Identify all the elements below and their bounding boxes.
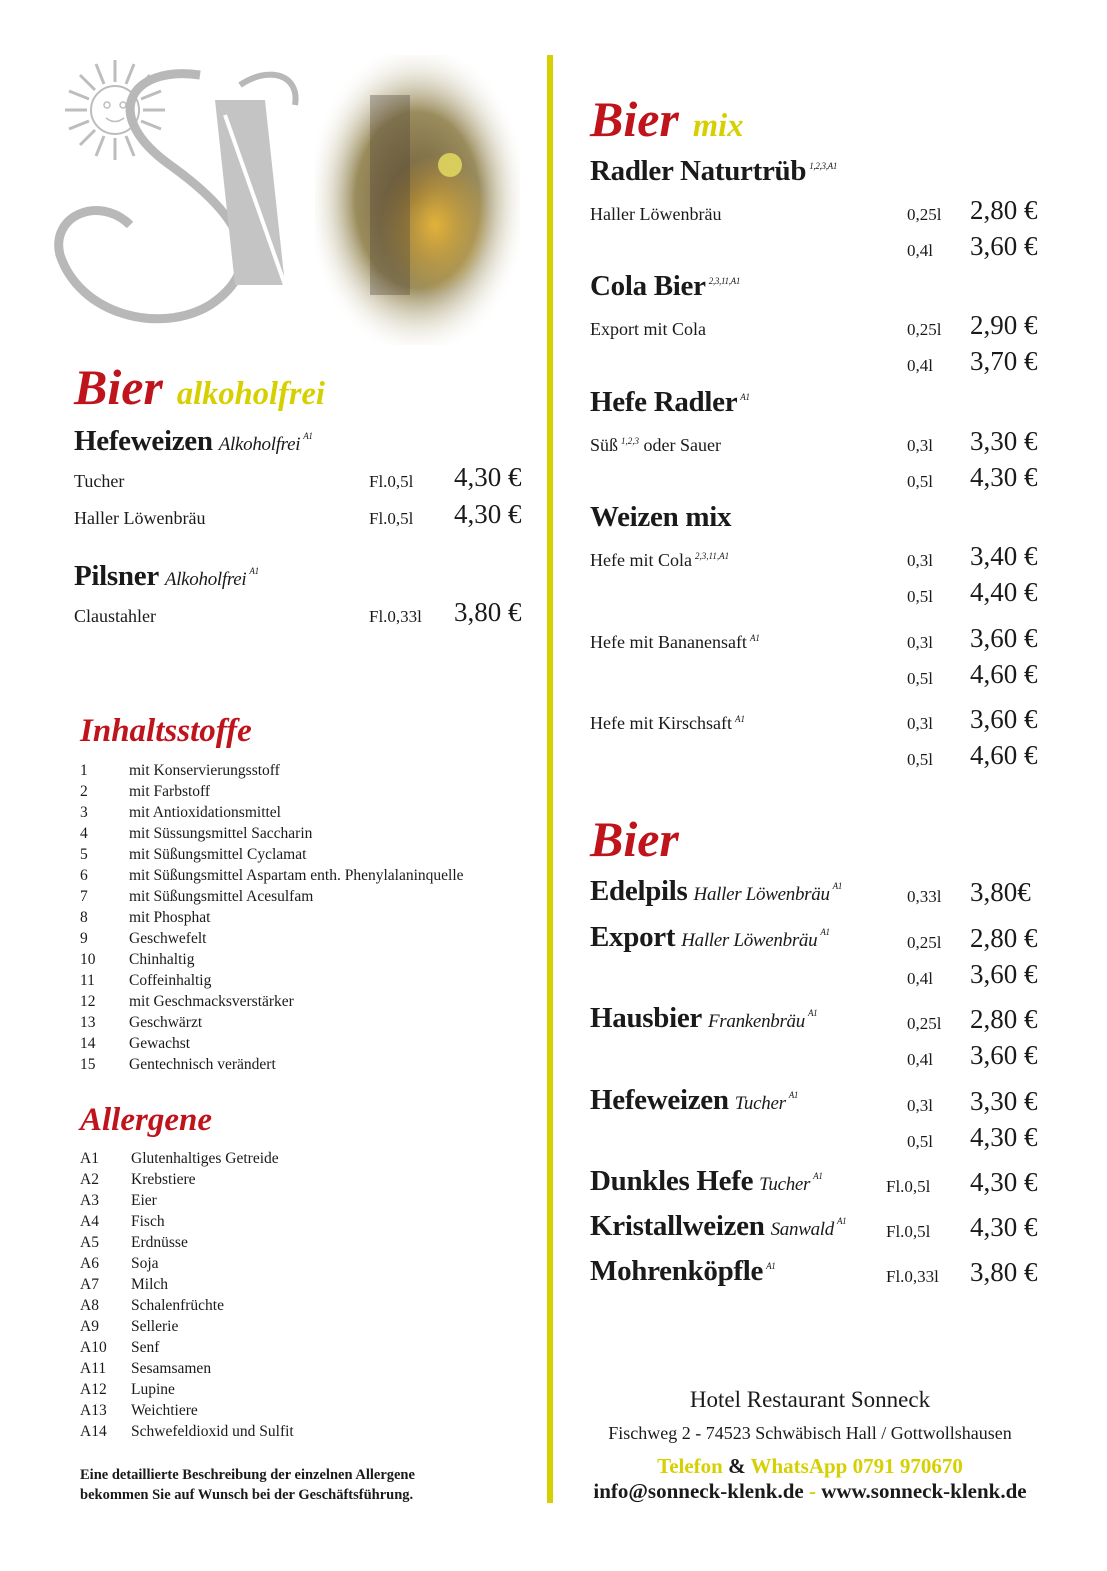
menu-row xyxy=(590,577,1050,611)
list-item xyxy=(80,823,530,844)
item-heading xyxy=(590,1165,823,1198)
item-price: 4,30 € xyxy=(970,1122,1038,1152)
item-name xyxy=(590,550,729,571)
item-size: 0,3l xyxy=(907,633,933,652)
item-price: 3,60 € xyxy=(970,231,1038,261)
item-size: 0,4l xyxy=(907,241,933,260)
list-item xyxy=(80,886,530,907)
allergen-code: A1 xyxy=(766,1261,776,1272)
item-number: 2 xyxy=(80,783,88,800)
list-item xyxy=(80,844,530,865)
menu-row xyxy=(74,597,534,631)
item-size: 0,5l xyxy=(907,1132,933,1151)
item-text: mit Süssungsmittel Saccharin xyxy=(129,825,313,842)
item-size: 0,25l xyxy=(907,1014,942,1033)
whatsapp-number[interactable]: WhatsApp 0791 970670 xyxy=(750,1454,963,1478)
menu-row xyxy=(590,659,1050,693)
list-item xyxy=(80,907,530,928)
item-heading xyxy=(590,875,842,908)
group-heading xyxy=(74,425,313,458)
item-text: Weichtiere xyxy=(131,1402,198,1419)
group-heading xyxy=(590,270,740,303)
item-size: Fl.0,33l xyxy=(369,607,422,626)
item-price: 4,60 € xyxy=(970,659,1038,689)
ampersand: & xyxy=(728,1454,746,1478)
column-divider xyxy=(547,55,553,1503)
item-name: Claustahler xyxy=(74,606,156,626)
group-desc: Alkoholfrei xyxy=(218,434,301,455)
item-text: mit Süßungsmittel Acesulfam xyxy=(129,888,314,905)
item-size: 0,25l xyxy=(907,205,942,224)
group-name: Hefe Radler xyxy=(590,386,738,418)
item-text: Sellerie xyxy=(131,1318,179,1335)
item-number: A11 xyxy=(80,1360,107,1377)
allergen-code: A1 xyxy=(303,431,313,442)
item-desc: Sanwald xyxy=(770,1219,834,1240)
item-price: 3,80€ xyxy=(970,877,1031,907)
restaurant-logo xyxy=(40,55,520,345)
list-item xyxy=(80,1033,530,1054)
item-name-text: Hefe mit Bananensaft xyxy=(590,632,747,652)
email-link[interactable]: info@sonneck-klenk.de xyxy=(593,1479,804,1503)
item-heading xyxy=(590,1002,817,1035)
allergen-note xyxy=(80,1465,415,1505)
item-desc: Haller Löwenbräu xyxy=(693,884,830,905)
item-size: 0,4l xyxy=(907,1050,933,1069)
item-number: 1 xyxy=(80,762,88,779)
item-price: 2,90 € xyxy=(970,310,1038,340)
allergen-code: 2,3,11,A1 xyxy=(708,276,741,287)
item-price: 4,30 € xyxy=(970,1212,1038,1242)
item-number: A14 xyxy=(80,1423,107,1440)
item-text: Lupine xyxy=(131,1381,175,1398)
item-name xyxy=(590,319,706,340)
item-number: 10 xyxy=(80,951,96,968)
list-item xyxy=(80,1337,530,1358)
item-desc: Tucher xyxy=(734,1093,786,1114)
menu-row xyxy=(590,957,1050,997)
title-sub: alkoholfrei xyxy=(176,376,325,412)
item-desc: Tucher xyxy=(759,1174,811,1195)
item-size: 0,5l xyxy=(907,750,933,769)
list-item xyxy=(80,1054,530,1075)
group-heading xyxy=(590,501,731,534)
item-number: A7 xyxy=(80,1276,99,1293)
menu-row xyxy=(74,462,534,496)
menu-row xyxy=(590,310,1050,344)
contact-phone xyxy=(580,1454,1040,1479)
item-price: 3,60 € xyxy=(970,959,1038,989)
item-text: Schwefeldioxid und Sulfit xyxy=(131,1423,294,1440)
list-item xyxy=(80,928,530,949)
title-allergene xyxy=(80,1102,212,1139)
item-price: 4,40 € xyxy=(970,577,1038,607)
contact-web xyxy=(580,1479,1040,1504)
item-text: Sesamsamen xyxy=(131,1360,212,1377)
item-text: mit Farbstoff xyxy=(129,783,211,800)
item-name: Kristallweizen xyxy=(590,1210,765,1242)
item-price: 2,80 € xyxy=(970,923,1038,953)
allergen-code: A1 xyxy=(749,633,760,643)
item-name: Dunkles Hefe xyxy=(590,1165,754,1197)
item-number: A1 xyxy=(80,1150,99,1167)
item-text: mit Phosphat xyxy=(129,909,211,926)
menu-row xyxy=(590,1120,1050,1160)
list-item xyxy=(80,865,530,886)
item-number: 15 xyxy=(80,1056,96,1073)
item-price: 4,30 € xyxy=(454,462,522,492)
item-price: 4,30 € xyxy=(454,499,522,529)
menu-row xyxy=(590,740,1050,774)
title-main: Bier xyxy=(590,811,679,867)
allergen-code: 2,3,11,A1 xyxy=(694,551,730,561)
group-heading xyxy=(74,560,259,593)
note-line: bekommen Sie auf Wunsch bei der Geschäftsführung. xyxy=(80,1487,414,1503)
item-size: 0,3l xyxy=(907,551,933,570)
allergen-code: A1 xyxy=(836,1216,847,1227)
title-main: Bier xyxy=(74,359,163,415)
item-size: 0,25l xyxy=(907,320,942,339)
allergen-code: A1 xyxy=(813,1171,823,1182)
item-number: A9 xyxy=(80,1318,99,1335)
list-item xyxy=(80,1169,530,1190)
item-number: 13 xyxy=(80,1014,96,1031)
list-item xyxy=(80,1190,530,1211)
item-number: A12 xyxy=(80,1381,107,1398)
restaurant-name: Hotel Restaurant Sonneck xyxy=(689,1387,931,1412)
item-name-text: Export mit Cola xyxy=(590,319,706,339)
list-item xyxy=(80,1012,530,1033)
item-name-tail: oder Sauer xyxy=(639,435,721,455)
item-text: mit Süßungsmittel Cyclamat xyxy=(129,846,307,863)
item-text: Krebstiere xyxy=(131,1171,196,1188)
item-number: 6 xyxy=(80,867,88,884)
menu-row xyxy=(590,704,1050,738)
item-heading xyxy=(590,1210,846,1243)
list-item xyxy=(80,1295,530,1316)
menu-row xyxy=(590,1038,1050,1078)
allergen-code: A1 xyxy=(820,927,830,938)
item-price: 4,60 € xyxy=(970,740,1038,770)
group-name: Hefeweizen xyxy=(74,425,213,457)
item-size: 0,3l xyxy=(907,436,933,455)
menu-row xyxy=(590,346,1050,380)
item-price: 3,40 € xyxy=(970,541,1038,571)
item-number: 14 xyxy=(80,1035,96,1052)
list-item xyxy=(80,970,530,991)
allergen-code: 1,2,3 xyxy=(621,436,640,446)
menu-row xyxy=(590,195,1050,229)
menu-row xyxy=(590,1002,1050,1042)
allergen-code: A1 xyxy=(832,881,843,892)
list-item xyxy=(80,1148,530,1169)
menu-row xyxy=(590,1165,1050,1205)
item-number: 5 xyxy=(80,846,88,863)
item-number: 3 xyxy=(80,804,88,821)
item-number: A10 xyxy=(80,1339,107,1356)
item-size: Fl.0,33l xyxy=(886,1267,939,1286)
item-heading xyxy=(590,1084,798,1117)
menu-row xyxy=(590,623,1050,657)
list-item xyxy=(80,1421,530,1442)
item-text: Milch xyxy=(131,1276,169,1293)
menu-row xyxy=(590,426,1050,460)
item-price: 3,60 € xyxy=(970,623,1038,653)
list-item xyxy=(80,991,530,1012)
item-number: A13 xyxy=(80,1402,107,1419)
list-item xyxy=(80,1211,530,1232)
item-number: 8 xyxy=(80,909,88,926)
item-price: 3,80 € xyxy=(970,1257,1038,1287)
item-number: A6 xyxy=(80,1255,99,1272)
item-name xyxy=(590,435,721,456)
list-item xyxy=(80,1253,530,1274)
allergens-title: Allergene xyxy=(80,1102,212,1138)
item-price: 3,60 € xyxy=(970,1040,1038,1070)
allergen-code: A1 xyxy=(734,714,745,724)
item-price: 3,30 € xyxy=(970,426,1038,456)
item-price: 3,30 € xyxy=(970,1086,1038,1116)
list-item xyxy=(80,1274,530,1295)
title-inhaltsstoffe xyxy=(80,713,252,750)
item-heading xyxy=(590,921,830,954)
item-size: Fl.0,5l xyxy=(886,1177,931,1196)
item-size: 0,5l xyxy=(907,587,933,606)
list-item xyxy=(80,1400,530,1421)
item-name: Mohrenköpfle xyxy=(590,1255,764,1287)
item-text: Geschwefelt xyxy=(129,930,207,947)
item-text: mit Süßungsmittel Aspartam enth. Phenylalaninquelle xyxy=(129,867,464,884)
separator: - xyxy=(808,1479,816,1503)
title-main: Bier xyxy=(590,91,679,147)
title-bier xyxy=(590,810,679,868)
item-text: mit Konservierungsstoff xyxy=(129,762,280,779)
item-text: Senf xyxy=(131,1339,160,1356)
item-desc: Haller Löwenbräu xyxy=(681,930,818,951)
group-name: Weizen mix xyxy=(590,501,732,533)
item-size: 0,3l xyxy=(907,714,933,733)
title-bier-alkoholfrei xyxy=(74,358,325,416)
list-item xyxy=(80,1232,530,1253)
item-text: Soja xyxy=(131,1255,159,1272)
allergen-code: A1 xyxy=(249,566,259,577)
allergen-code: 1,2,3,A1 xyxy=(809,161,838,172)
item-name xyxy=(590,632,760,653)
item-number: 7 xyxy=(80,888,88,905)
menu-row xyxy=(590,462,1050,496)
note-line: Eine detaillierte Beschreibung der einzelnen Allergene xyxy=(80,1467,415,1483)
allergen-code: A1 xyxy=(788,1090,799,1101)
ingredients-title: Inhaltsstoffe xyxy=(80,713,252,749)
item-name: Hefeweizen xyxy=(590,1084,729,1116)
menu-row xyxy=(590,1084,1050,1124)
item-price: 4,30 € xyxy=(970,462,1038,492)
item-size: Fl.0,5l xyxy=(369,472,414,491)
item-text: Gewachst xyxy=(129,1035,191,1052)
menu-row xyxy=(74,499,534,533)
list-item xyxy=(80,781,530,802)
item-text: Chinhaltig xyxy=(129,951,195,968)
item-size: 0,5l xyxy=(907,669,933,688)
allergen-code: A1 xyxy=(807,1008,818,1019)
list-item xyxy=(80,1316,530,1337)
menu-row xyxy=(590,231,1050,265)
item-name xyxy=(590,204,721,225)
ingredients-list xyxy=(80,760,530,1075)
menu-row xyxy=(590,875,1050,915)
group-name: Pilsner xyxy=(74,560,159,592)
item-number: A4 xyxy=(80,1213,99,1230)
group-heading xyxy=(590,386,750,419)
item-size: 0,25l xyxy=(907,933,942,952)
menu-row xyxy=(590,541,1050,575)
group-name: Cola Bier xyxy=(590,270,706,302)
item-text: Gentechnisch verändert xyxy=(129,1056,276,1073)
item-name-text: Haller Löwenbräu xyxy=(590,204,722,224)
item-name: Haller Löwenbräu xyxy=(74,508,206,528)
item-price: 2,80 € xyxy=(970,1004,1038,1034)
item-price: 4,30 € xyxy=(970,1167,1038,1197)
item-number: 12 xyxy=(80,993,96,1010)
item-desc: Frankenbräu xyxy=(708,1011,805,1032)
item-number: 11 xyxy=(80,972,95,989)
item-text: mit Antioxidationsmittel xyxy=(129,804,281,821)
item-size: 0,3l xyxy=(907,1096,933,1115)
allergens-list xyxy=(80,1148,530,1442)
list-item xyxy=(80,1358,530,1379)
item-text: Erdnüsse xyxy=(131,1234,188,1251)
title-sub: mix xyxy=(692,108,744,144)
item-name-text: Süß xyxy=(590,435,619,455)
item-name-text: Hefe mit Kirschsaft xyxy=(590,713,732,733)
group-desc: Alkoholfrei xyxy=(164,569,247,590)
item-text: Eier xyxy=(131,1192,157,1209)
item-size: 0,4l xyxy=(907,969,933,988)
item-heading xyxy=(590,1255,776,1288)
list-item xyxy=(80,760,530,781)
item-size: Fl.0,5l xyxy=(369,509,414,528)
item-text: Fisch xyxy=(131,1213,165,1230)
phone-label: Telefon xyxy=(657,1454,723,1478)
group-name: Radler Naturtrüb xyxy=(590,155,807,187)
menu-row xyxy=(590,921,1050,961)
item-name: Hausbier xyxy=(590,1002,702,1034)
item-size: 0,5l xyxy=(907,472,933,491)
item-text: Geschwärzt xyxy=(129,1014,203,1031)
list-item xyxy=(80,802,530,823)
item-number: A8 xyxy=(80,1297,99,1314)
item-name-text: Hefe mit Cola xyxy=(590,550,692,570)
item-text: Coffeinhaltig xyxy=(129,972,212,989)
item-number: A2 xyxy=(80,1171,99,1188)
item-size: 0,4l xyxy=(907,356,933,375)
item-price: 3,60 € xyxy=(970,704,1038,734)
item-text: Schalenfrüchte xyxy=(131,1297,224,1314)
item-name: Export xyxy=(590,921,676,953)
item-number: 4 xyxy=(80,825,88,842)
item-number: A3 xyxy=(80,1192,99,1209)
item-price: 3,70 € xyxy=(970,346,1038,376)
list-item xyxy=(80,1379,530,1400)
restaurant-address: Fischweg 2 - 74523 Schwäbisch Hall / Gottwollshausen xyxy=(608,1423,1012,1443)
item-price: 3,80 € xyxy=(454,597,522,627)
item-number: 9 xyxy=(80,930,88,947)
menu-row xyxy=(590,1255,1050,1295)
allergen-code: A1 xyxy=(740,392,750,403)
item-name: Edelpils xyxy=(590,875,688,907)
list-item xyxy=(80,949,530,970)
item-number: A5 xyxy=(80,1234,99,1251)
item-size: Fl.0,5l xyxy=(886,1222,931,1241)
group-heading xyxy=(590,155,837,188)
item-name xyxy=(590,713,745,734)
item-text: mit Geschmacksverstärker xyxy=(129,993,294,1010)
item-name: Tucher xyxy=(74,471,125,491)
sun-logo-icon xyxy=(40,55,520,345)
menu-row xyxy=(590,1210,1050,1250)
title-bier-mix xyxy=(590,90,743,148)
item-text: Glutenhaltiges Getreide xyxy=(131,1150,279,1167)
website-link[interactable]: www.sonneck-klenk.de xyxy=(821,1479,1027,1503)
item-size: 0,33l xyxy=(907,887,942,906)
item-price: 2,80 € xyxy=(970,195,1038,225)
